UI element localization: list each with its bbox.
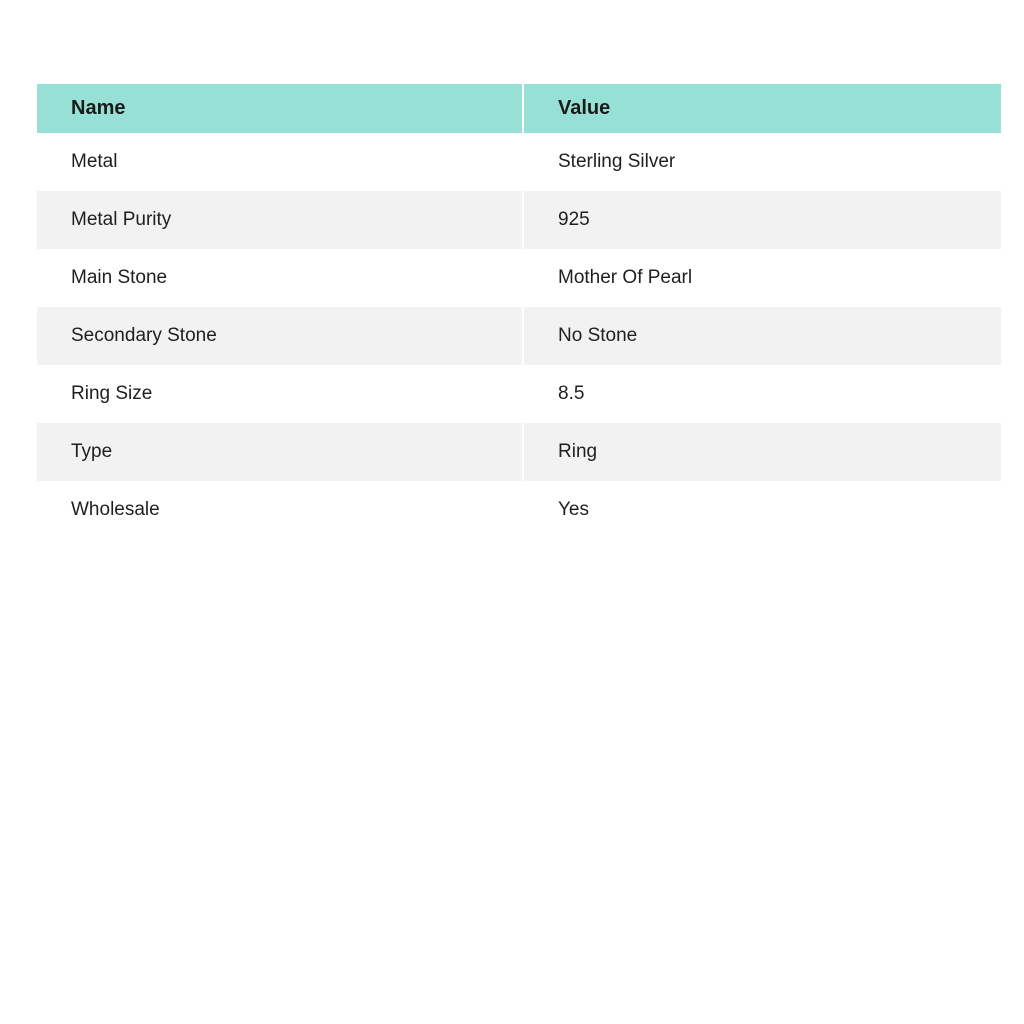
table-row: [37, 423, 1001, 481]
table-row: [37, 191, 1001, 249]
attribute-value-cell: No Stone: [523, 307, 1001, 365]
table-row: [37, 249, 1001, 307]
attribute-name-cell: Type: [37, 423, 523, 481]
attribute-value-cell: Yes: [523, 481, 1001, 539]
attribute-name-cell: Metal Purity: [37, 191, 523, 249]
attribute-name-cell: Secondary Stone: [37, 307, 523, 365]
column-header-value: Value: [523, 84, 1001, 133]
attribute-name-cell: Ring Size: [37, 365, 523, 423]
attribute-value-cell: Ring: [523, 423, 1001, 481]
table-body: [37, 133, 1001, 539]
column-header-name: Name: [37, 84, 523, 133]
table-row: [37, 133, 1001, 191]
table-row: [37, 481, 1001, 539]
attribute-value-cell: Sterling Silver: [523, 133, 1001, 191]
attribute-value-cell: 925: [523, 191, 1001, 249]
attribute-name-cell: Wholesale: [37, 481, 523, 539]
attribute-value-cell: 8.5: [523, 365, 1001, 423]
product-attributes-table: [37, 84, 1001, 539]
table-row: [37, 365, 1001, 423]
table-header: [37, 84, 1001, 133]
attribute-value-cell: Mother Of Pearl: [523, 249, 1001, 307]
table-row: [37, 307, 1001, 365]
attribute-name-cell: Metal: [37, 133, 523, 191]
table-header-row: [37, 84, 1001, 133]
attribute-name-cell: Main Stone: [37, 249, 523, 307]
